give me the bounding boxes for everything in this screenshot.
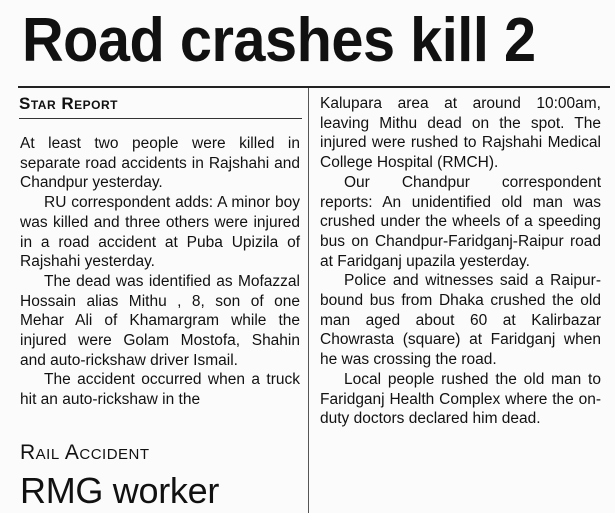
paragraph: RU correspondent adds: A minor boy was killed and three others were injured in a road accident at Puba Upizila of Rajshahi yesterday. [20,194,300,271]
paragraph: Kalupara area at around 10:00am, leaving Mithu dead on the spot. The injured were rushed to Rajshahi Medical College Hospital (RMCH). [320,95,601,172]
paragraph: Our Chandpur correspondent reports: An unidentified old man was crushed under the wheels of a speeding bus on Chandpur-Faridganj-Raipur road at Faridganj upazila yesterday. [320,173,601,270]
byline: Star Report [19,94,118,113]
next-story-headline: RMG worker [20,470,220,511]
paragraph: The accident occurred when a truck hit an auto-rickshaw in the [20,371,300,409]
byline-rule [19,118,302,119]
headline-rule [18,86,610,88]
article-column-left [20,134,300,410]
paragraph: At least two people were killed in separate road accidents in Rajshahi and Chandpur yesterday. [20,135,300,192]
article-column-right [320,94,601,429]
paragraph: Police and witnesses said a Raipur-bound bus from Dhaka crushed the old man aged about 60 at Kalirbazar Chowrasta (square) at Faridganj when he was crossing the road. [320,272,601,369]
paragraph: Local people rushed the old man to Faridganj Health Complex where the on-duty doctors declared him dead. [320,370,601,428]
headline: Road crashes kill 2 [22,6,536,75]
section-label: Rail Accident [20,441,150,464]
paragraph: The dead was identified as Mofazzal Hossain alias Mithu , 8, son of one Mehar Ali of Khamargram while the injured were Golam Mostofa, Shahin and auto-rickshaw driver Ismail. [20,272,300,369]
column-divider [308,88,309,513]
